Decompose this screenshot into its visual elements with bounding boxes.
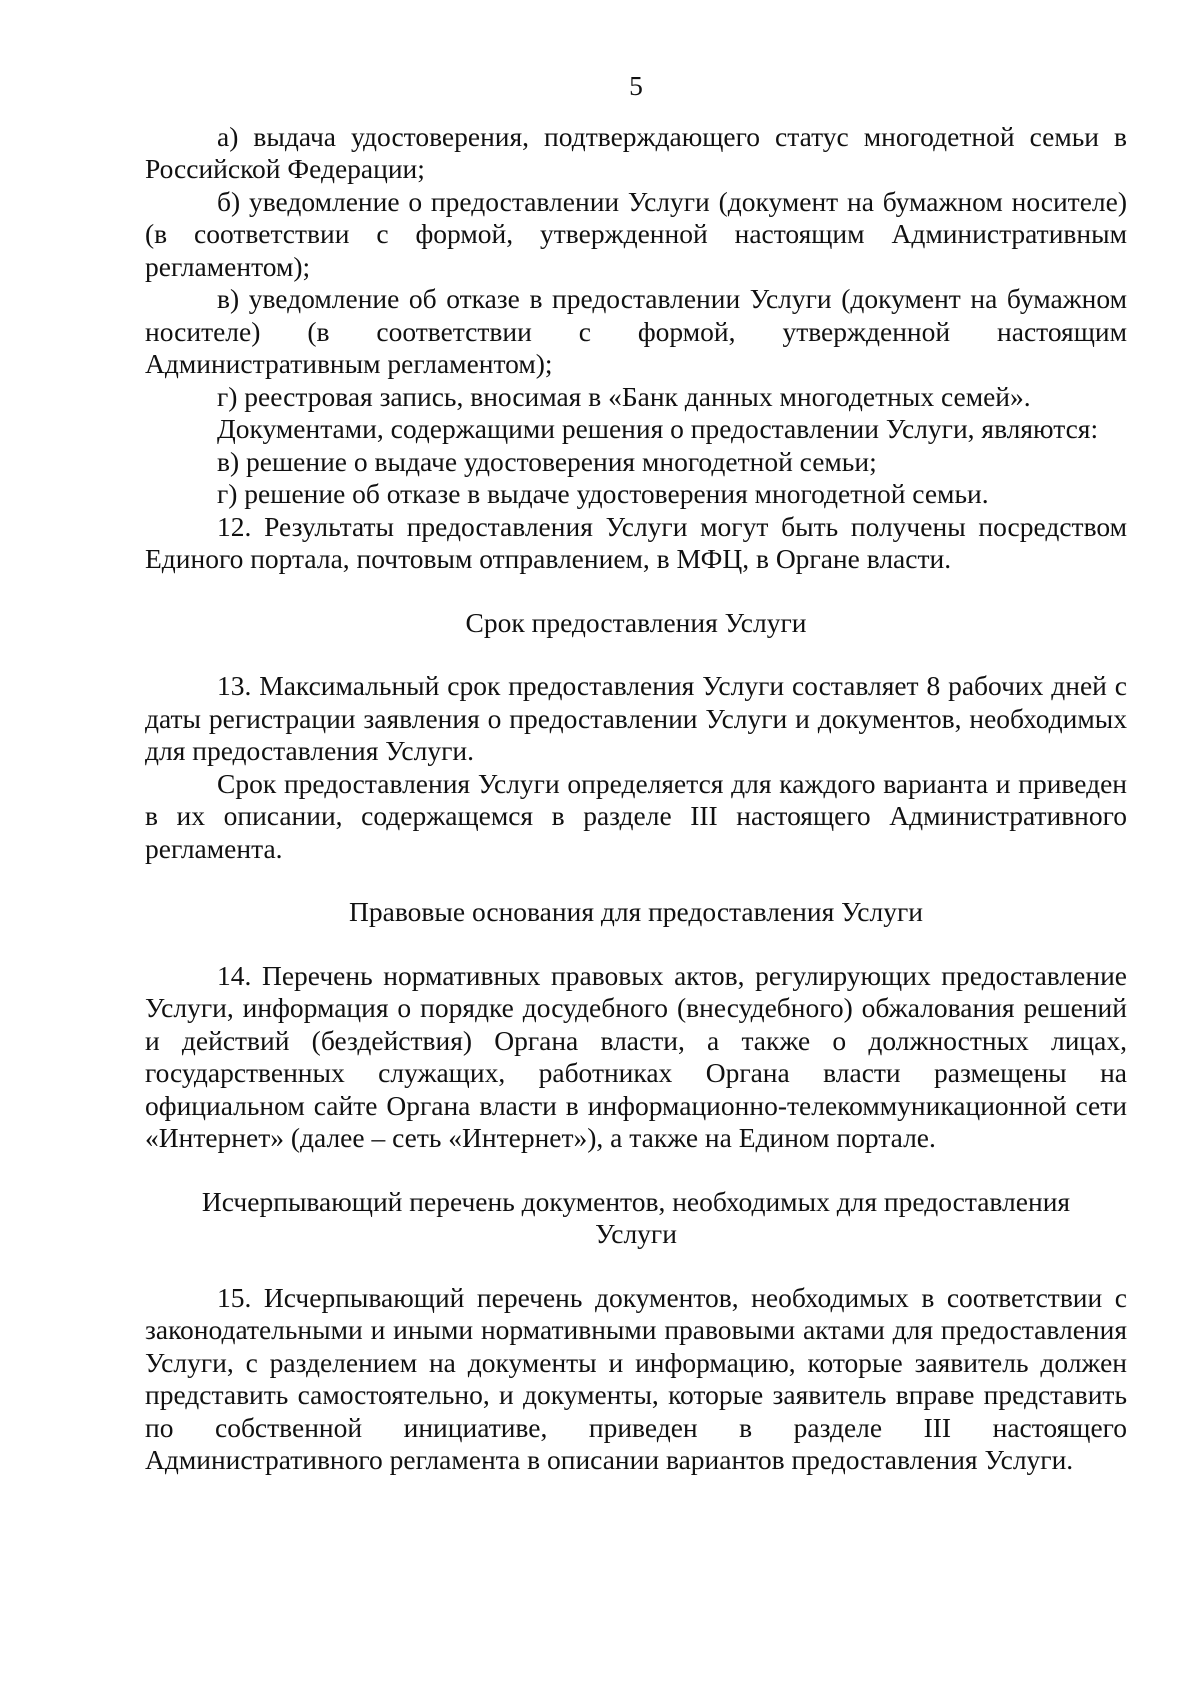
paragraph-item-15: 15. Исчерпывающий перечень документов, необходимых в соответствии с законодательными и иными нормативными правовыми актами для предоставления Услуги, с разделением на документы и информацию, которые заявитель должен представить самостоятельно, и документы, которые заявитель вправе представить по собственной инициативе, приведен в разделе III настоящего Административного регламента в описании вариантов предоставления Услуги.	[145, 1281, 1127, 1475]
document-page	[145, 70, 1127, 1477]
paragraph-item-12: 12. Результаты предоставления Услуги могут быть получены посредством Единого портала, почтовым отправлением, в МФЦ, в Органе власти.	[145, 510, 1127, 574]
paragraph-decision-v: в) решение о выдаче удостоверения многодетной семьи;	[217, 445, 877, 477]
section-heading-legal-basis: Правовые основания для предоставления Услуги	[349, 896, 923, 927]
paragraph-item-14: 14. Перечень нормативных правовых актов, регулирующих предоставление Услуги, информация о порядке досудебного (внесудебного) обжалования решений и действий (бездействия) Органа власти, а также о должностных лицах, государственных служащих, работниках Органа власти размещены на официальном сайте Органа власти в информационно-телекоммуникационной сети «Интернет» (далее – сеть «Интернет»), а также на Едином портале.	[145, 959, 1127, 1153]
paragraph-result-v: в) уведомление об отказе в предоставлении Услуги (документ на бумажном носителе) (в соответствии с формой, утвержденной настоящим Административным регламентом);	[145, 283, 1127, 379]
paragraph-result-a: а) выдача удостоверения, подтверждающего статус многодетной семьи в Российской Федерации;	[145, 120, 1127, 184]
paragraph-decision-documents: Документами, содержащими решения о предоставлении Услуги, являются:	[217, 413, 1099, 444]
paragraph-term-variant: Срок предоставления Услуги определяется для каждого варианта и приведен в их описании, содержащемся в разделе III настоящего Административного регламента.	[145, 767, 1127, 864]
paragraph-result-g: г) реестровая запись, вносимая в «Банк данных многодетных семей».	[217, 380, 1031, 412]
paragraph-decision-g: г) решение об отказе в выдаче удостоверения многодетной семьи.	[217, 478, 989, 509]
section-heading-term: Срок предоставления Услуги	[465, 606, 807, 638]
paragraph-item-13: 13. Максимальный срок предоставления Услуги составляет 8 рабочих дней с даты регистрации заявления о предоставлении Услуги и документов, необходимых для предоставления Услуги.	[145, 670, 1127, 766]
paragraph-result-b: б) уведомление о предоставлении Услуги (документ на бумажном носителе) (в соответствии с формой, утвержденной настоящим Административным регламентом);	[145, 185, 1127, 282]
section-heading-documents-list: Исчерпывающий перечень документов, необходимых для предоставления Услуги	[201, 1185, 1071, 1249]
page-number: 5	[629, 70, 643, 101]
